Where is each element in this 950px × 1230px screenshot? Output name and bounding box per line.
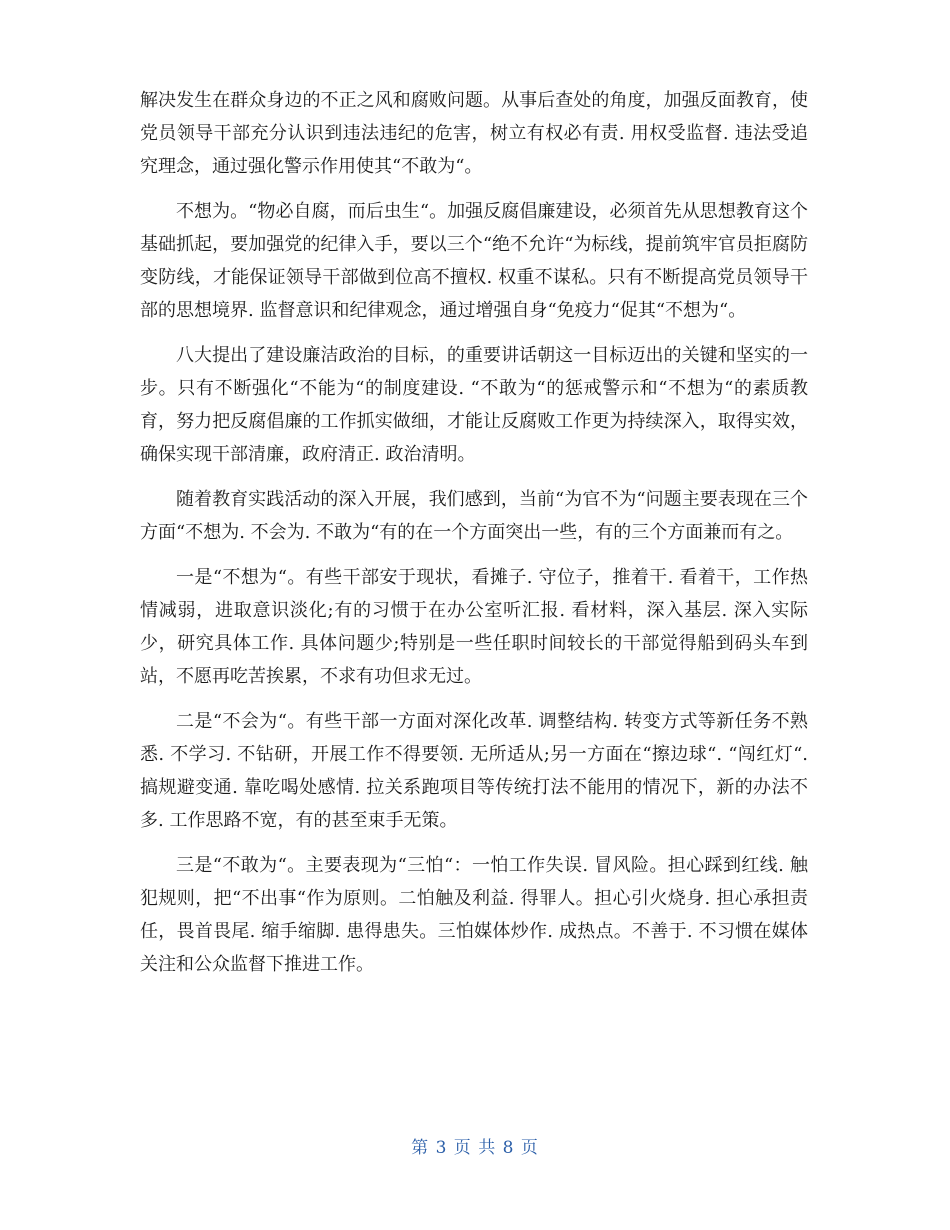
- page-number-footer: 第 3 页 共 8 页: [411, 1138, 539, 1158]
- paragraph-6: 二是“不会为“。有些干部一方面对深化改革. 调整结构. 转变方式等新任务不熟悉. 不学习. 不钻研，开展工作不得要领. 无所适从;另一方面在“擦边球“. “闯红灯“. 搞规避变通. 靠吃喝处感情. 拉关系跑项目等传统打法不能用的情况下，新的办法不多. 工作思路不宽，有的甚至束手无策。: [140, 711, 808, 831]
- paragraph-7: 三是“不敢为“。主要表现为“三怕“：一怕工作失误. 冒风险。担心踩到红线. 触犯规则，把“不出事“作为原则。二怕触及利益. 得罪人。担心引火烧身. 担心承担责任，畏首畏尾. 缩手缩脚. 患得患失。三怕媒体炒作. 成热点。不善于. 不习惯在媒体关注和公众监督下推进工作。: [140, 855, 808, 975]
- paragraph-2: 不想为。“物必自腐，而后虫生“。加强反腐倡廉建设，必须首先从思想教育这个基础抓起，要加强党的纪律入手，要以三个“绝不允许“为标线，提前筑牢官员拒腐防变防线，才能保证领导干部做到位高不擅权. 权重不谋私。只有不断提高党员领导干部的思想境界. 监督意识和纪律观念，通过增强自身“免疫力“促其“不想为“。: [140, 201, 808, 321]
- paragraph-3: 八大提出了建设廉洁政治的目标，的重要讲话朝这一目标迈出的关键和坚实的一步。只有不断强化“不能为“的制度建设. “不敢为“的惩戒警示和“不想为“的素质教育，努力把反腐倡廉的工作抓实做细，才能让反腐败工作更为持续深入，取得实效，确保实现干部清廉，政府清正. 政治清明。: [140, 345, 808, 465]
- document-body: [140, 84, 808, 993]
- paragraph-5: 一是“不想为“。有些干部安于现状，看摊子. 守位子，推着干. 看着干，工作热情减弱，进取意识淡化;有的习惯于在办公室听汇报. 看材料，深入基层. 深入实际少，研究具体工作. 具体问题少;特别是一些任职时间较长的干部觉得船到码头车到站，不愿再吃苦挨累，不求有功但求无过。: [140, 567, 808, 687]
- paragraph-1: 解决发生在群众身边的不正之风和腐败问题。从事后查处的角度，加强反面教育，使党员领导干部充分认识到违法违纪的危害，树立有权必有责. 用权受监督. 违法受追究理念，通过强化警示作用使其“不敢为“。: [140, 90, 808, 177]
- paragraph-4: 随着教育实践活动的深入开展，我们感到，当前“为官不为“问题主要表现在三个方面“不想为. 不会为. 不敢为“有的在一个方面突出一些，有的三个方面兼而有之。: [140, 489, 808, 543]
